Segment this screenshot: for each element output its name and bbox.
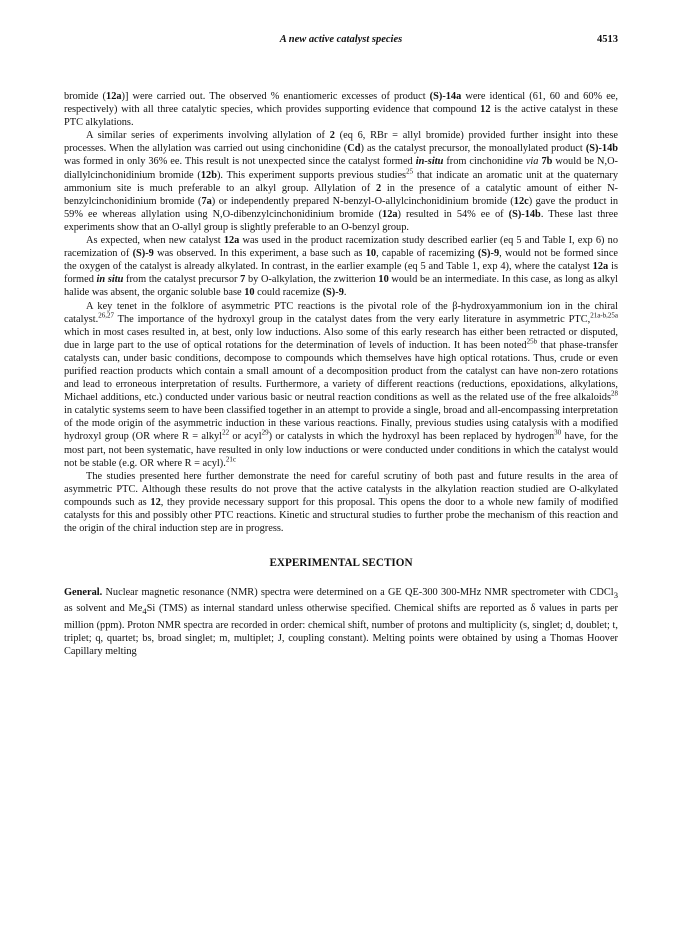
page-number: 4513 xyxy=(597,34,618,45)
running-header xyxy=(64,34,618,50)
running-title: A new active catalyst species xyxy=(279,34,403,45)
section-heading: EXPERIMENTAL SECTION xyxy=(269,557,413,570)
paragraph-4: A key tenet in the folklore of asymmetric PTC reactions is the pivotal role of the β-hydroxyammonium ion in the chiral catalyst.$^{26,27}$ The importance of the hydroxyl group in the catalyst dates from the very early literature in asymmetric PTC,$^{21a-b,25a}$ which in most cases resulted in, at best, only low inductions. Also some of this early research has either been retracted or disputed, due in large part to the use of optical rotations for the determination of levels of induction. It has been noted$^{25b}$ that phase-transfer catalysts can, under basic conditions, decompose to compounds which themselves have high optical rotations. Thus, crude or even purified reaction products which contain a small amount of a decomposition product from the catalyst can have non-zero rotations and lead to erroneous interpretation of results. Furthermore, a variety of different reactions (reductions, epoxidations, alkylations, Michael additions, etc.) conducted under various basic or neutral reaction conditions as well as the related use of the free alkaloids$^{28}$ in catalytic systems seem to have been classified together in an attempt to provide a single, broad and all-encompassing interpretation of the mode origin of the asymmetric induction in these various reactions. Finally, previous studies using catalysis with a modified hydroxyl group (OR where R = alkyl$^{22}$ or acyl$^{29}$) or catalysts in which the hydroxyl has been replaced by hydrogen$^{30}$ have, for the most part, not been systematic, have resulted in only low inductions or were conducted under conditions in which the catalyst would not be stable (e.g. OR where R = acyl).$^{21c}$ xyxy=(64,300,619,469)
body-text xyxy=(64,90,618,658)
paragraph-5: The studies presented here further demonstrate the need for careful scrutiny of both past and future results in the area of asymmetric PTC. Although these results do not prove that the active catalysts in the alkylation reaction studied are O-alkylated compounds such as 12, they provide necessary support for this proposal. This opens the door to a whole new family of modified catalysts for this and possibly other PTC reactions. Kinetic and structural studies to further probe the mechanism of this reaction and the origin of the chiral induction step are in progress. xyxy=(64,470,619,535)
paragraph-2: A similar series of experiments involving allylation of 2 (eq 6, RBr = allyl bromide) provided further insight into these processes. When the allylation was carried out using cinchonidine (Cd) as the catalyst precursor, the monoallylated product (S)-14b was formed in only 36% ee. This result is not unexpected since the catalyst formed in-situ from cinchonidine via 7b would be N,O-diallylcinchonidinium bromide (12b). This experiment supports previous studies$^{25}$ that indicate an aromatic unit at the quaternary ammonium site is much preferable to an alkyl group. Allylation of 2 in the presence of a catalytic amount of either N-benzylcinchonidinium bromide (7a) or independently prepared N-benzyl-O-allylcinchonidinium bromide (12c) gave the product in 59% ee whereas allylation using N,O-dibenzylcinchonidinium bromide (12a) resulted in 54% ee of (S)-14b. These last three experiments show that an O-allyl group is slightly preferable to an O-benzyl group. xyxy=(64,130,618,233)
experimental-paragraph: General. Nuclear magnetic resonance (NMR) spectra were determined on a GE QE-300 300-MHz NMR spectrometer with CDCl$_3$ as solvent and $Me_4Si$ (TMS) as internal standard unless otherwise specified. Chemical shifts are reported as δ values in parts per million (ppm). Proton NMR spectra are recorded in order: chemical shift, number of protons and multiplicity (s, singlet; d, doublet; t, triplet; q, quartet; bs, broad singlet; m, multiplet; J, coupling constant). Melting points were obtained by using a Thomas Hoover Capillary melting xyxy=(64,587,618,657)
paragraph-1: bromide (12a)] were carried out. The observed % enantiomeric excesses of product (S)-14a were identical (61, 60 and 60% ee, respectively) with all three catalytic species, which provides supporting evidence that compound 12 is the active catalyst in these PTC alkylations. xyxy=(64,91,618,129)
paragraph-3: As expected, when new catalyst 12a was used in the product racemization study described earlier (eq 5 and Table I, exp 6) no racemization of (S)-9 was observed. In this experiment, a base such as 10, capable of racemizing (S)-9, would not be formed since the oxygen of the catalyst is already alkylated. In contrast, in the earlier example (eq 5 and Table 1, exp 4), where the catalyst 12a is formed in situ from the catalyst precursor 7 by O-alkylation, the zwitterion 10 would be an intermediate. In this case, as long as alkyl halide was absent, the organic soluble base 10 could racemize (S)-9. xyxy=(64,235,618,299)
